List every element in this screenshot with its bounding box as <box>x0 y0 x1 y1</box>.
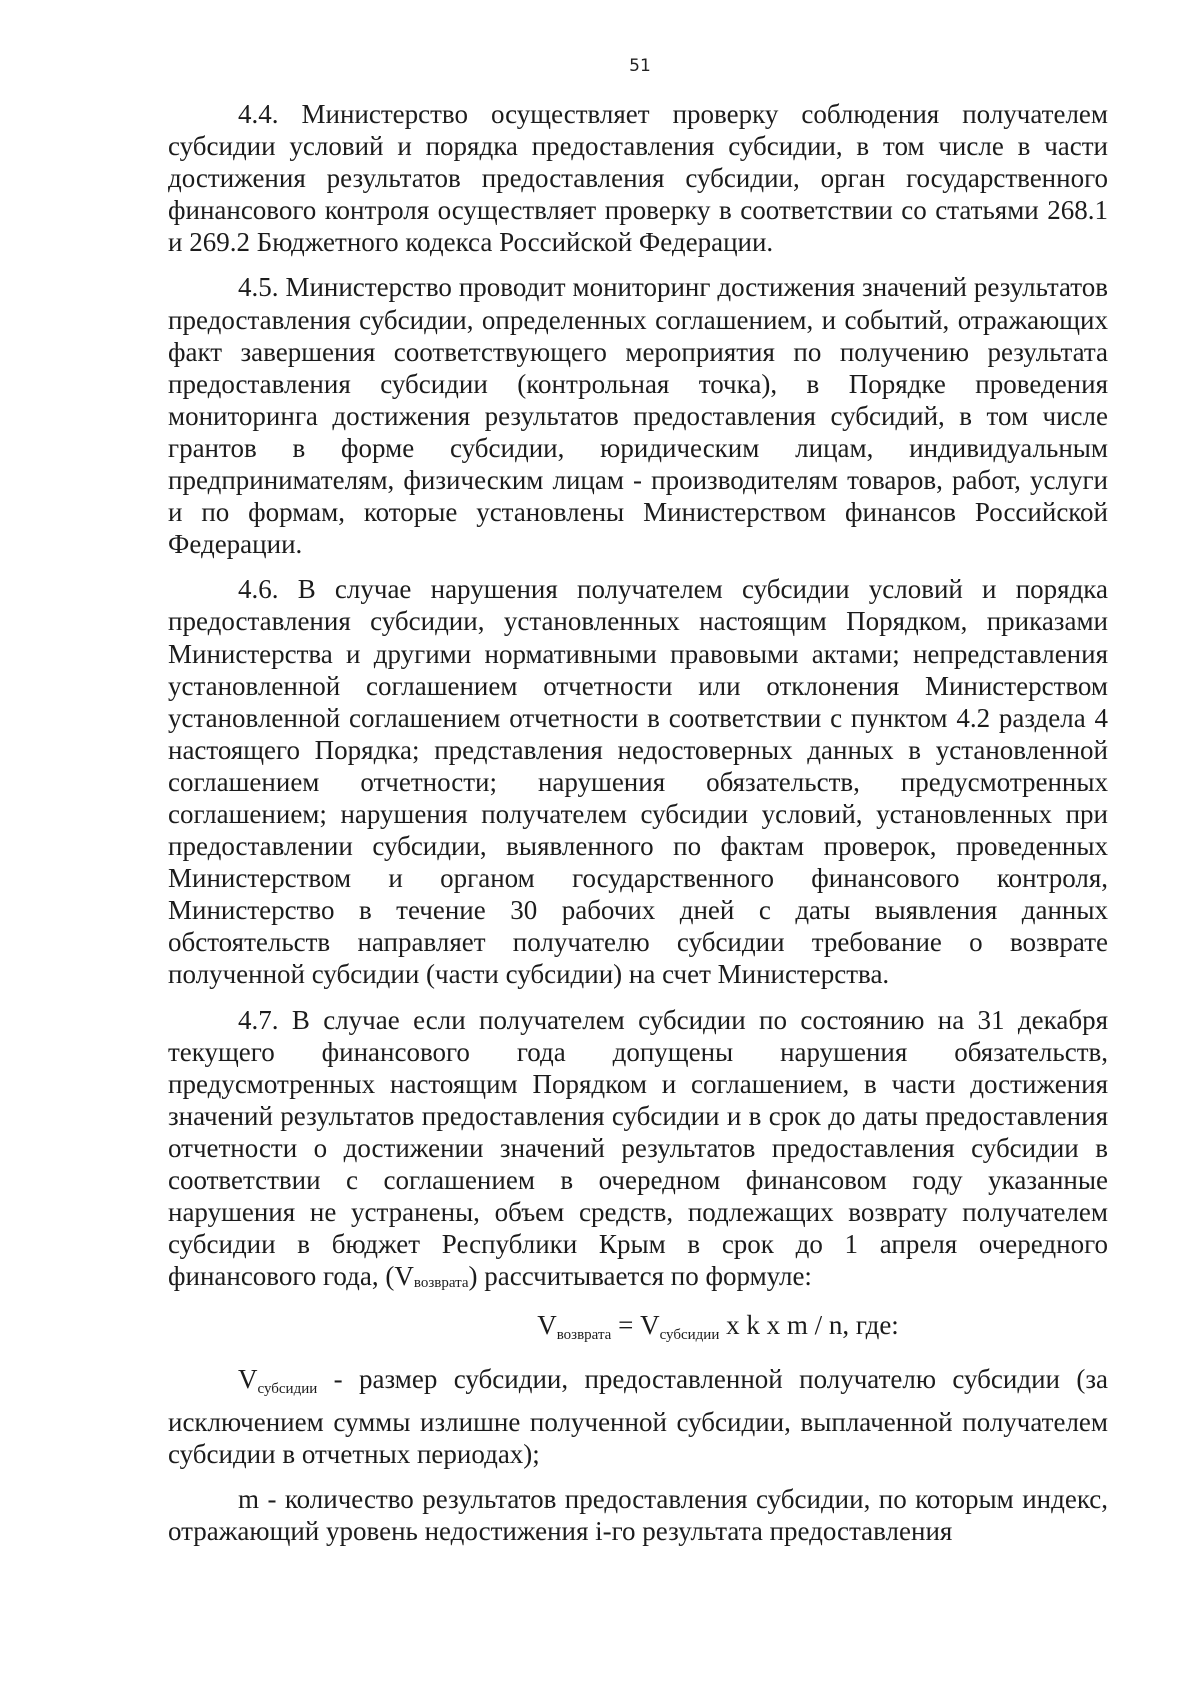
paragraph-4-6: 4.6. В случае нарушения получателем субсидии условий и порядка предоставления субсидии, установленных настоящим Порядком, приказами Министерства и другими нормативными правовыми актами; непредставления установленной соглашением отчетности или отклонения Министерством установленной соглашением отчетности в соответствии с пунктом 4.2 раздела 4 настоящего Порядка; представления недостоверных данных в установленной соглашением отчетности; нарушения обязательств, предусмотренных соглашением; нарушения получателем субсидии условий, установленных при предоставлении субсидии, выявленного по фактам проверок, проведенных Министерством и органом государственного финансового контроля, Министерство в течение 30 рабочих дней с даты выявления данных обстоятельств направляет получателю субсидии требование о возврате полученной субсидии (части субсидии) на счет Министерства. <box>168 574 1108 990</box>
page-number: 51 <box>629 56 651 76</box>
definition-m: m - количество результатов предоставления субсидии, по которым индекс, отражающий уровень недостижения i-го результата предоставления <box>168 1483 1108 1546</box>
formula-v-return-subscript: возврата <box>556 1327 612 1344</box>
formula <box>168 1309 1108 1351</box>
formula-v-subsidy-subscript: субсидии <box>659 1327 720 1344</box>
paragraph-4-7-main: 4.7. В случае если получателем субсидии по состоянию на 31 декабря текущего финансового года допущены нарушения обязательств, предусмотренных настоящим Порядком и соглашением, в части достижения значений результатов предоставления субсидии и в срок до даты предоставления отчетности о достижении значений результатов предоставления субсидии в соответствии с соглашением в очередном финансовом году указанные нарушения не устранены, объем средств, подлежащих возврату получателем субсидии в бюджет Республики Крым в срок до 1 апреля очередного финансового года, (V <box>168 1004 1108 1292</box>
document-body <box>168 98 1108 1560</box>
formula-rest: x k x m / n, где: <box>719 1310 899 1341</box>
formula-equals: = V <box>611 1310 660 1341</box>
definition-v-subsidy-subscript: субсидии <box>257 1381 318 1398</box>
paragraph-4-4: 4.4. Министерство осуществляет проверку соблюдения получателем субсидии условий и порядка предоставления субсидии, в том числе в части достижения результатов предоставления субсидии, орган государственного финансового контроля осуществляет проверку в соответствии со статьями 268.1 и 269.2 Бюджетного кодекса Российской Федерации. <box>168 99 1108 258</box>
paragraph-4-7-tail: ) рассчитывается по формуле: <box>468 1261 812 1292</box>
paragraph-4-7 <box>168 1004 1108 1300</box>
definition-v-subsidy <box>168 1363 1108 1469</box>
definition-v-subsidy-symbol: V <box>238 1364 258 1395</box>
paragraph-4-7-subscript: возврата <box>413 1275 469 1292</box>
paragraph-4-5: 4.5. Министерство проводит мониторинг достижения значений результатов предоставления субсидии, определенных соглашением, и событий, отражающих факт завершения соответствующего мероприятия по получению результата предоставления субсидии (контрольная точка), в Порядке проведения мониторинга достижения результатов предоставления субсидий, в том числе грантов в форме субсидии, юридическим лицам, индивидуальным предпринимателям, физическим лицам - производителям товаров, работ, услуги и по формам, которые установлены Министерством финансов Российской Федерации. <box>168 272 1108 560</box>
definition-v-subsidy-text: - размер субсидии, предоставленной получателю субсидии (за исключением суммы излишне полученной субсидии, выплаченной получателем субсидии в отчетных периодах); <box>168 1364 1108 1469</box>
formula-v-return: V <box>537 1310 557 1341</box>
